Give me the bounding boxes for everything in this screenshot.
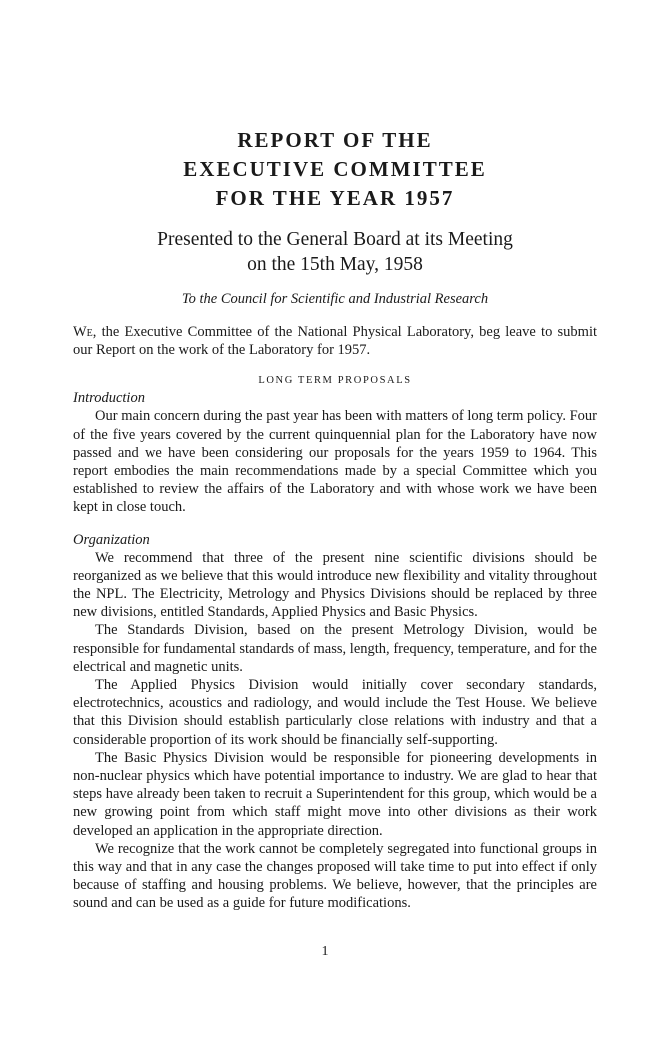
opening-first-word: We: [73, 324, 93, 340]
organization-heading: Organization: [73, 531, 150, 548]
report-title-line-1: REPORT OF THE: [237, 128, 433, 152]
organization-paragraph-3: The Applied Physics Division would initially cover secondary standards, electrotechnics, acoustics and radiology, and would include the Test House. We believe that this Division should establish particularly close relations with industry and that a considerable proportion of its work should be financially self-supporting.: [73, 677, 597, 748]
organization-paragraph-2: The Standards Division, based on the present Metrology Division, would be responsible for fundamental standards of mass, length, frequency, temperature, and for the electrical and magnetic units.: [73, 622, 597, 675]
organization-paragraph-1: We recommend that three of the present nine scientific divisions should be reorganized as we believe that this would introduce new flexibility and vitality throughout the NPL. The Electricity, Metrology and Physics Divisions should be replaced by three new divisions, entitled Standards, Applied Physics and Basic Physics.: [73, 549, 597, 621]
introduction-paragraph: Our main concern during the past year has been with matters of long term policy. Four of the five years covered by the current quinquennial plan for the Laboratory have now passed and we have been considering our proposals for the years 1959 to 1964. This report embodies the main recommendations made by a special Committee which you established to review the affairs of the Laboratory and with whose work we have been kept in close touch.: [73, 408, 597, 516]
organization-paragraph-5: We recognize that the work cannot be completely segregated into functional groups in this way and that in any case the changes proposed will take time to put into effect if only because of staffing and housing problems. We believe, however, that the principles are sound and can be used as a guide for future modifications.: [73, 840, 597, 912]
report-title-line-2: EXECUTIVE COMMITTEE: [183, 157, 487, 181]
addressee-line: To the Council for Scientific and Industrial Research: [181, 291, 489, 307]
report-title-line-3: FOR THE YEAR 1957: [215, 186, 455, 210]
opening-text: , the Executive Committee of the National Physical Laboratory, beg leave to submit our Report on the work of the Laboratory for 1957.: [73, 324, 597, 359]
page-number: 1: [321, 944, 329, 959]
section-heading: LONG TERM PROPOSALS: [258, 375, 412, 387]
organization-paragraph-4: The Basic Physics Division would be responsible for pioneering developments in non-nuclear physics which have potential importance to industry. We are glad to hear that steps have already been taken to recruit a Superintendent for this group, which would be a new growing point from which staff might move into other divisions as their work developed an application in the appropriate direction.: [73, 749, 597, 839]
presented-statement: [73, 227, 597, 277]
presented-line-1: Presented to the General Board at its Meeting: [157, 229, 513, 250]
opening-paragraph: [73, 323, 597, 359]
introduction-heading: Introduction: [73, 390, 145, 407]
presented-line-2: on the 15th May, 1958: [247, 254, 423, 275]
document-page: [73, 126, 597, 913]
